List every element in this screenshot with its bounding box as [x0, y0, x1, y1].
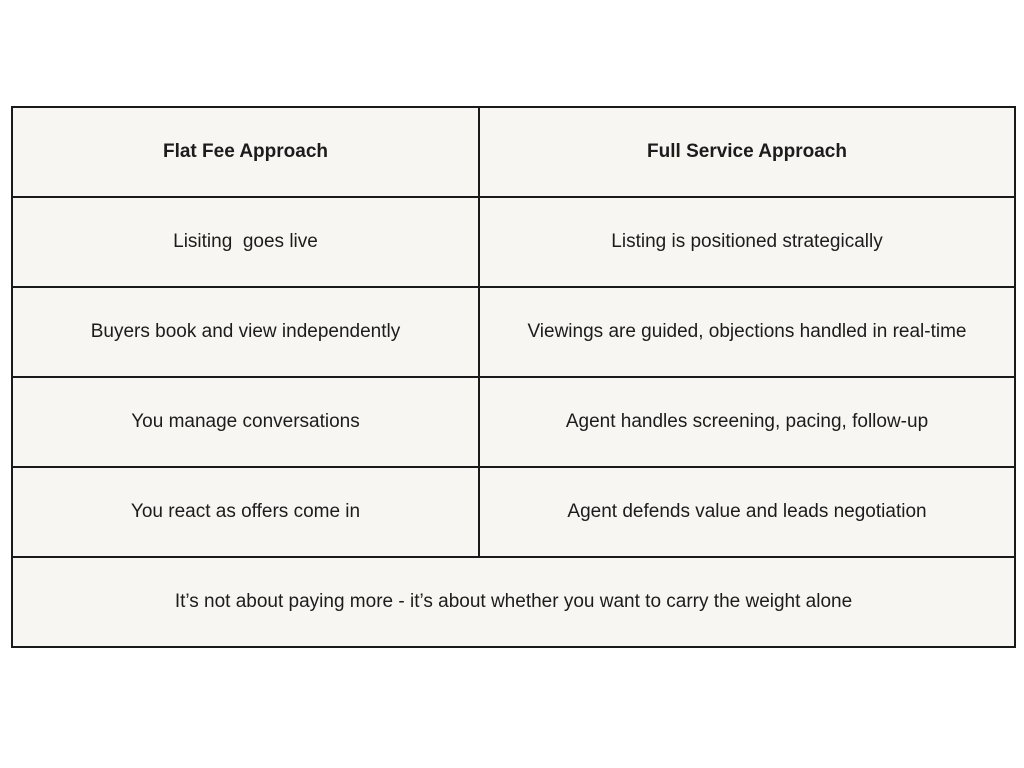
- table-footer-row: [12, 557, 1015, 647]
- full-service-cell: Agent handles screening, pacing, follow-up: [479, 377, 1015, 467]
- comparison-table: [11, 106, 1016, 648]
- table-header-row: [12, 107, 1015, 197]
- header-flat-fee: Flat Fee Approach: [12, 107, 479, 197]
- flat-fee-cell: Lisiting goes live: [12, 197, 479, 287]
- table-row: [12, 377, 1015, 467]
- table-row: [12, 197, 1015, 287]
- table-row: [12, 287, 1015, 377]
- summary-footer: It’s not about paying more - it’s about whether you want to carry the weight alone: [12, 557, 1015, 647]
- flat-fee-cell: You manage conversations: [12, 377, 479, 467]
- flat-fee-cell: Buyers book and view independently: [12, 287, 479, 377]
- full-service-cell: Listing is positioned strategically: [479, 197, 1015, 287]
- table-row: [12, 467, 1015, 557]
- full-service-cell: Viewings are guided, objections handled in real-time: [479, 287, 1015, 377]
- full-service-cell: Agent defends value and leads negotiation: [479, 467, 1015, 557]
- flat-fee-cell: You react as offers come in: [12, 467, 479, 557]
- header-full-service: Full Service Approach: [479, 107, 1015, 197]
